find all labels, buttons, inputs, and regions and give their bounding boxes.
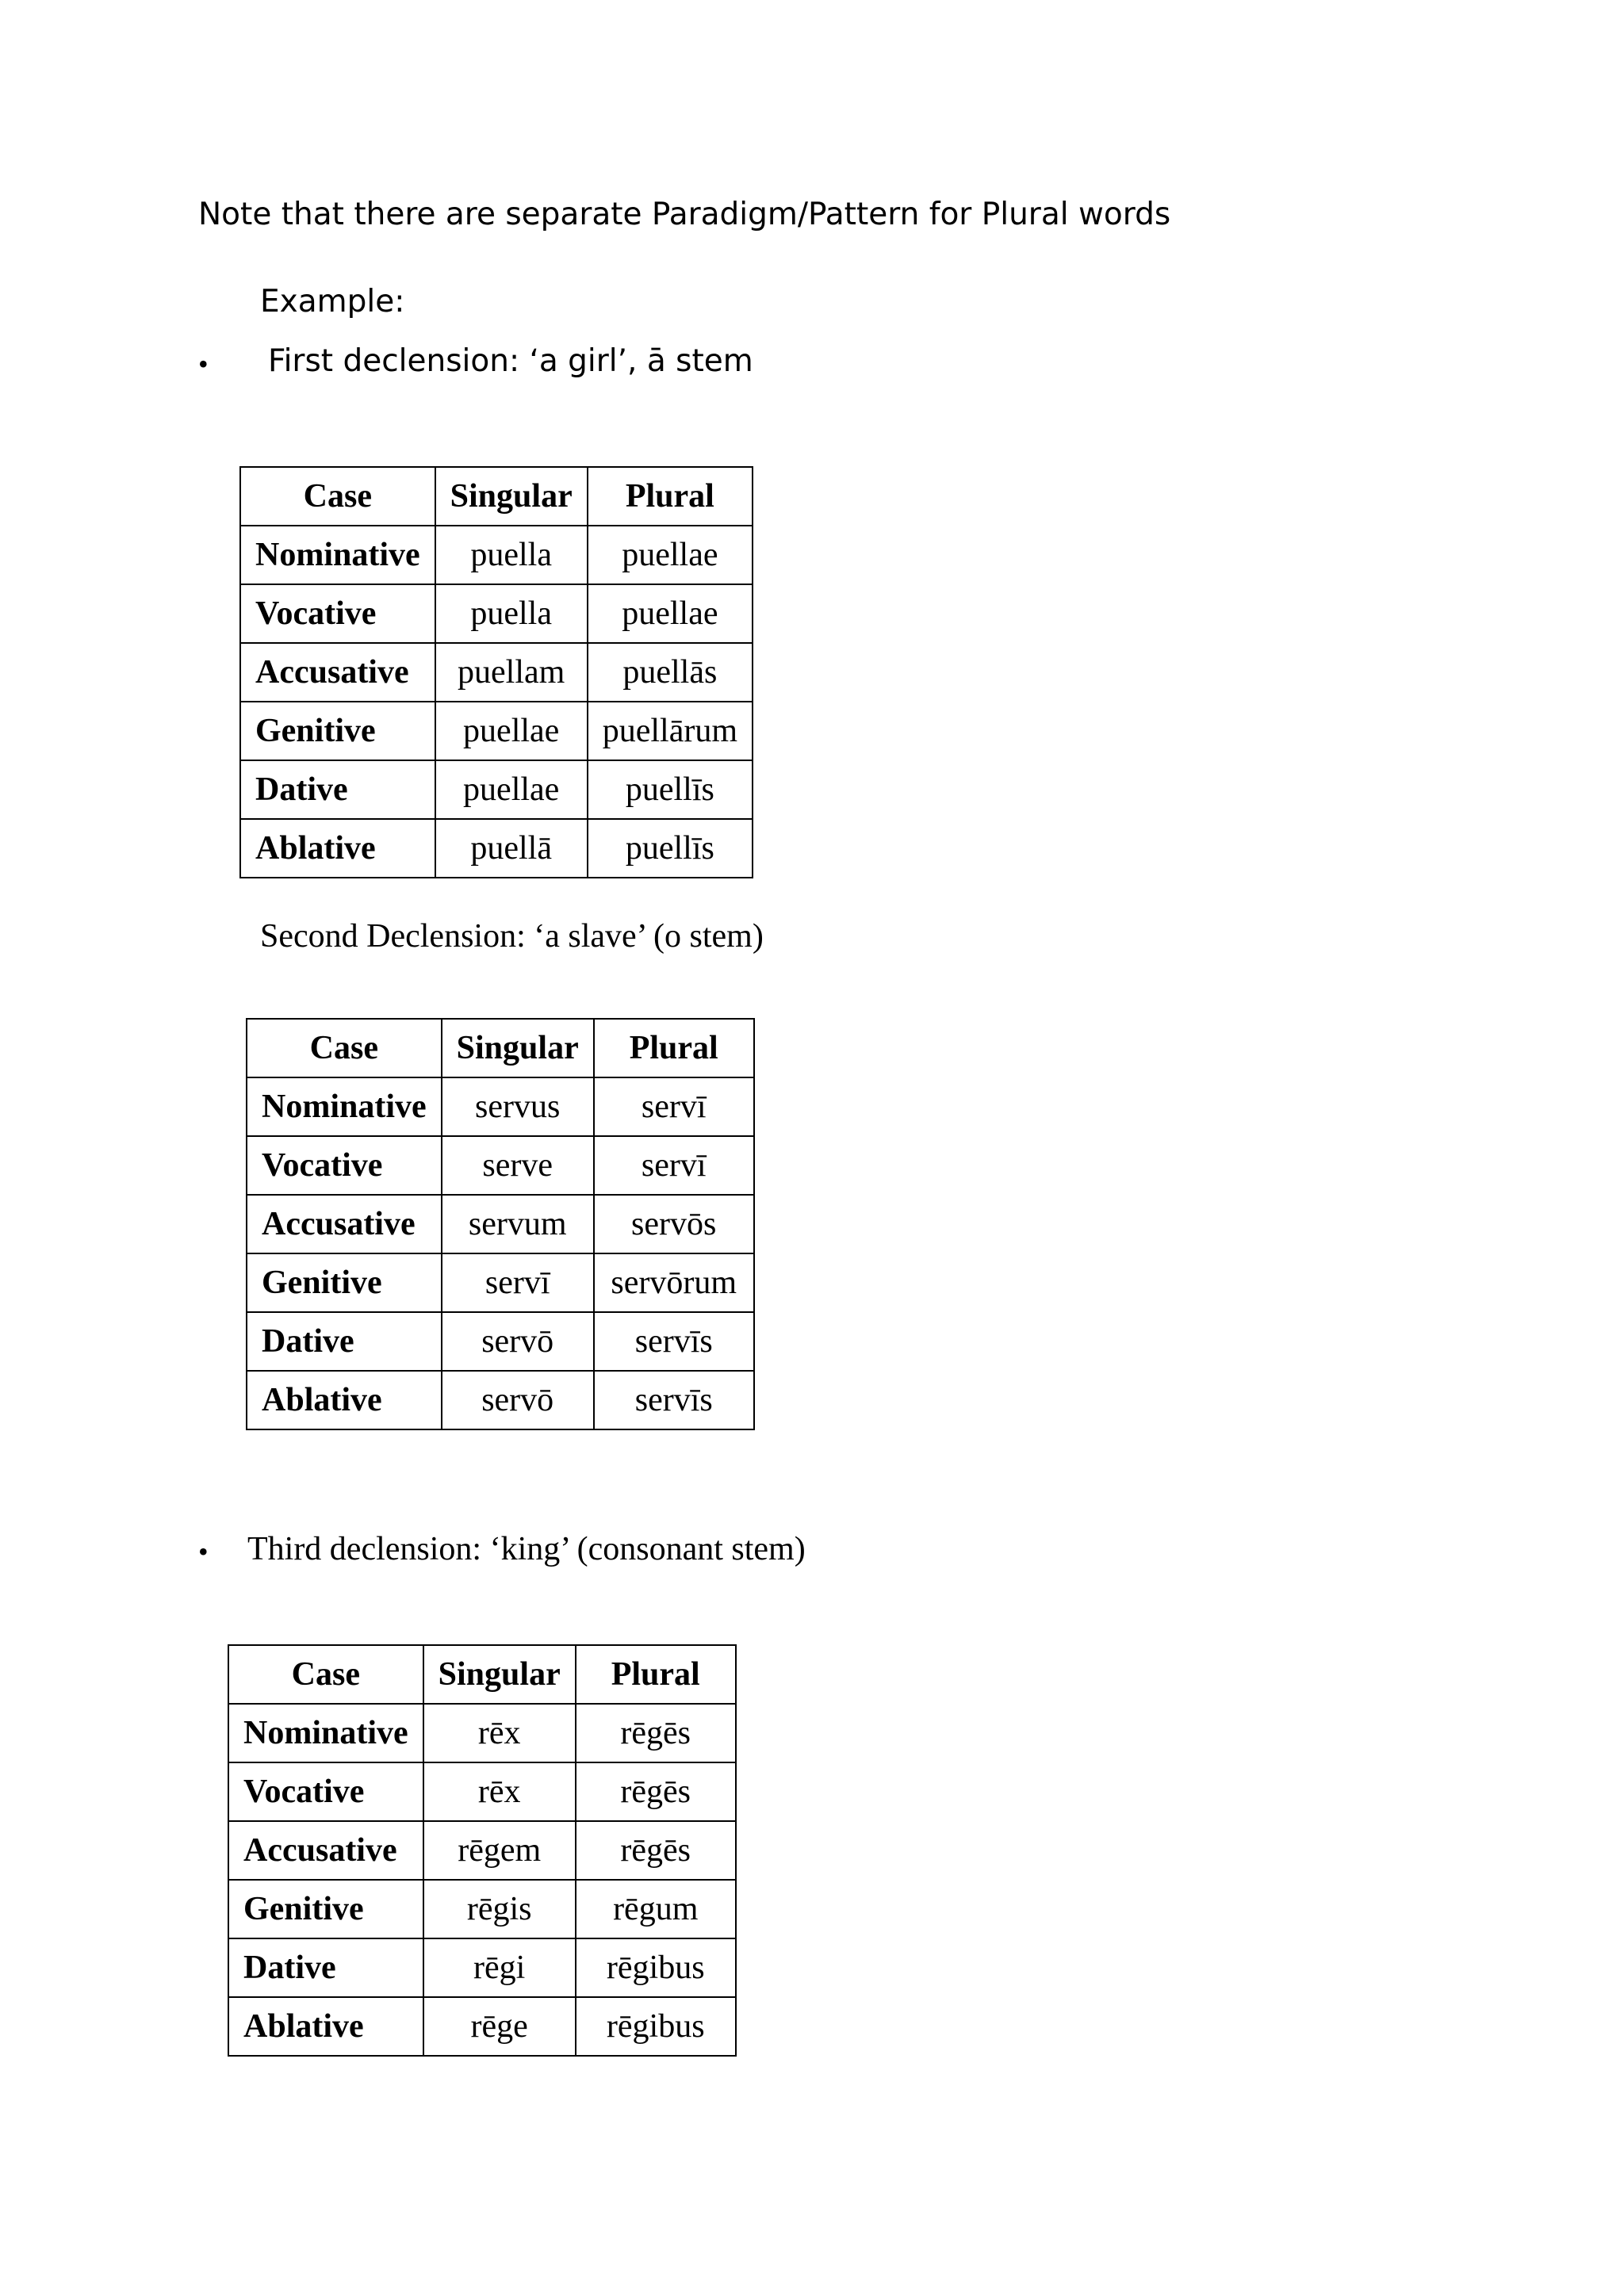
plural-form: rēgum [576, 1880, 736, 1938]
table-row [228, 1762, 736, 1821]
singular-form: puella [435, 584, 588, 643]
column-header-case: Case [240, 467, 435, 526]
column-header-plural: Plural [576, 1645, 736, 1704]
plural-form: servī [594, 1136, 754, 1195]
column-header-case: Case [247, 1019, 442, 1077]
column-header-plural: Plural [588, 467, 753, 526]
plural-form: rēgēs [576, 1821, 736, 1880]
case-label: Ablative [240, 819, 435, 878]
column-header-case: Case [228, 1645, 423, 1704]
singular-form: serve [442, 1136, 594, 1195]
case-label: Vocative [228, 1762, 423, 1821]
table-row [240, 760, 753, 819]
plural-form: puellās [588, 643, 753, 702]
plural-form: rēgēs [576, 1762, 736, 1821]
singular-form: rēgem [423, 1821, 576, 1880]
table-row [240, 819, 753, 878]
case-label: Nominative [228, 1704, 423, 1762]
singular-form: servī [442, 1253, 594, 1312]
table-row [240, 526, 753, 584]
column-header-singular: Singular [435, 467, 588, 526]
singular-form: servō [442, 1312, 594, 1371]
singular-form: rēge [423, 1997, 576, 2056]
plural-form: rēgēs [576, 1704, 736, 1762]
table-row [247, 1195, 754, 1253]
table-header-row [240, 467, 753, 526]
singular-form: puellam [435, 643, 588, 702]
column-header-singular: Singular [442, 1019, 594, 1077]
case-label: Genitive [240, 702, 435, 760]
case-label: Accusative [240, 643, 435, 702]
third-declension-table [228, 1644, 737, 2057]
table-row [240, 702, 753, 760]
second-declension-table [246, 1018, 755, 1430]
case-label: Genitive [228, 1880, 423, 1938]
plural-form: servīs [594, 1312, 754, 1371]
column-header-singular: Singular [423, 1645, 576, 1704]
plural-form: puellīs [588, 819, 753, 878]
case-label: Vocative [240, 584, 435, 643]
singular-form: rēx [423, 1704, 576, 1762]
singular-form: puellā [435, 819, 588, 878]
singular-form: puellae [435, 760, 588, 819]
plural-form: puellīs [588, 760, 753, 819]
first-declension-heading: First declension: ‘a girl’, ā stem [268, 343, 753, 379]
table-row [247, 1253, 754, 1312]
singular-form: servus [442, 1077, 594, 1136]
case-label: Accusative [228, 1821, 423, 1880]
singular-form: servum [442, 1195, 594, 1253]
table-row [228, 1821, 736, 1880]
case-label: Genitive [247, 1253, 442, 1312]
table-row [228, 1704, 736, 1762]
case-label: Ablative [228, 1997, 423, 2056]
plural-form: rēgibus [576, 1938, 736, 1997]
case-label: Ablative [247, 1371, 442, 1429]
second-declension-heading: Second Declension: ‘a slave’ (o stem) [260, 918, 764, 955]
table-header-row [247, 1019, 754, 1077]
plural-form: servōs [594, 1195, 754, 1253]
table-header-row [228, 1645, 736, 1704]
table-row [247, 1312, 754, 1371]
example-label: Example: [260, 284, 405, 320]
table-row [228, 1880, 736, 1938]
table-row [228, 1997, 736, 2056]
plural-form: puellae [588, 584, 753, 643]
singular-form: puellae [435, 702, 588, 760]
first-declension-table [239, 466, 753, 878]
singular-form: servō [442, 1371, 594, 1429]
table-row [247, 1077, 754, 1136]
singular-form: rēgis [423, 1880, 576, 1938]
table-row [240, 584, 753, 643]
table-row [228, 1938, 736, 1997]
table-row [247, 1136, 754, 1195]
table-row [247, 1371, 754, 1429]
plural-form: puellae [588, 526, 753, 584]
plural-form: servōrum [594, 1253, 754, 1312]
case-label: Dative [240, 760, 435, 819]
singular-form: puella [435, 526, 588, 584]
bullet-icon: • [198, 1536, 209, 1567]
case-label: Nominative [240, 526, 435, 584]
case-label: Dative [228, 1938, 423, 1997]
singular-form: rēx [423, 1762, 576, 1821]
case-label: Accusative [247, 1195, 442, 1253]
plural-form: servī [594, 1077, 754, 1136]
third-declension-heading: Third declension: ‘king’ (consonant stem) [247, 1531, 806, 1567]
plural-form: puellārum [588, 702, 753, 760]
singular-form: rēgi [423, 1938, 576, 1997]
case-label: Vocative [247, 1136, 442, 1195]
table-row [240, 643, 753, 702]
note-text: Note that there are separate Paradigm/Pattern for Plural words [198, 197, 1171, 232]
plural-form: rēgibus [576, 1997, 736, 2056]
bullet-icon: • [198, 348, 209, 380]
case-label: Nominative [247, 1077, 442, 1136]
column-header-plural: Plural [594, 1019, 754, 1077]
plural-form: servīs [594, 1371, 754, 1429]
case-label: Dative [247, 1312, 442, 1371]
